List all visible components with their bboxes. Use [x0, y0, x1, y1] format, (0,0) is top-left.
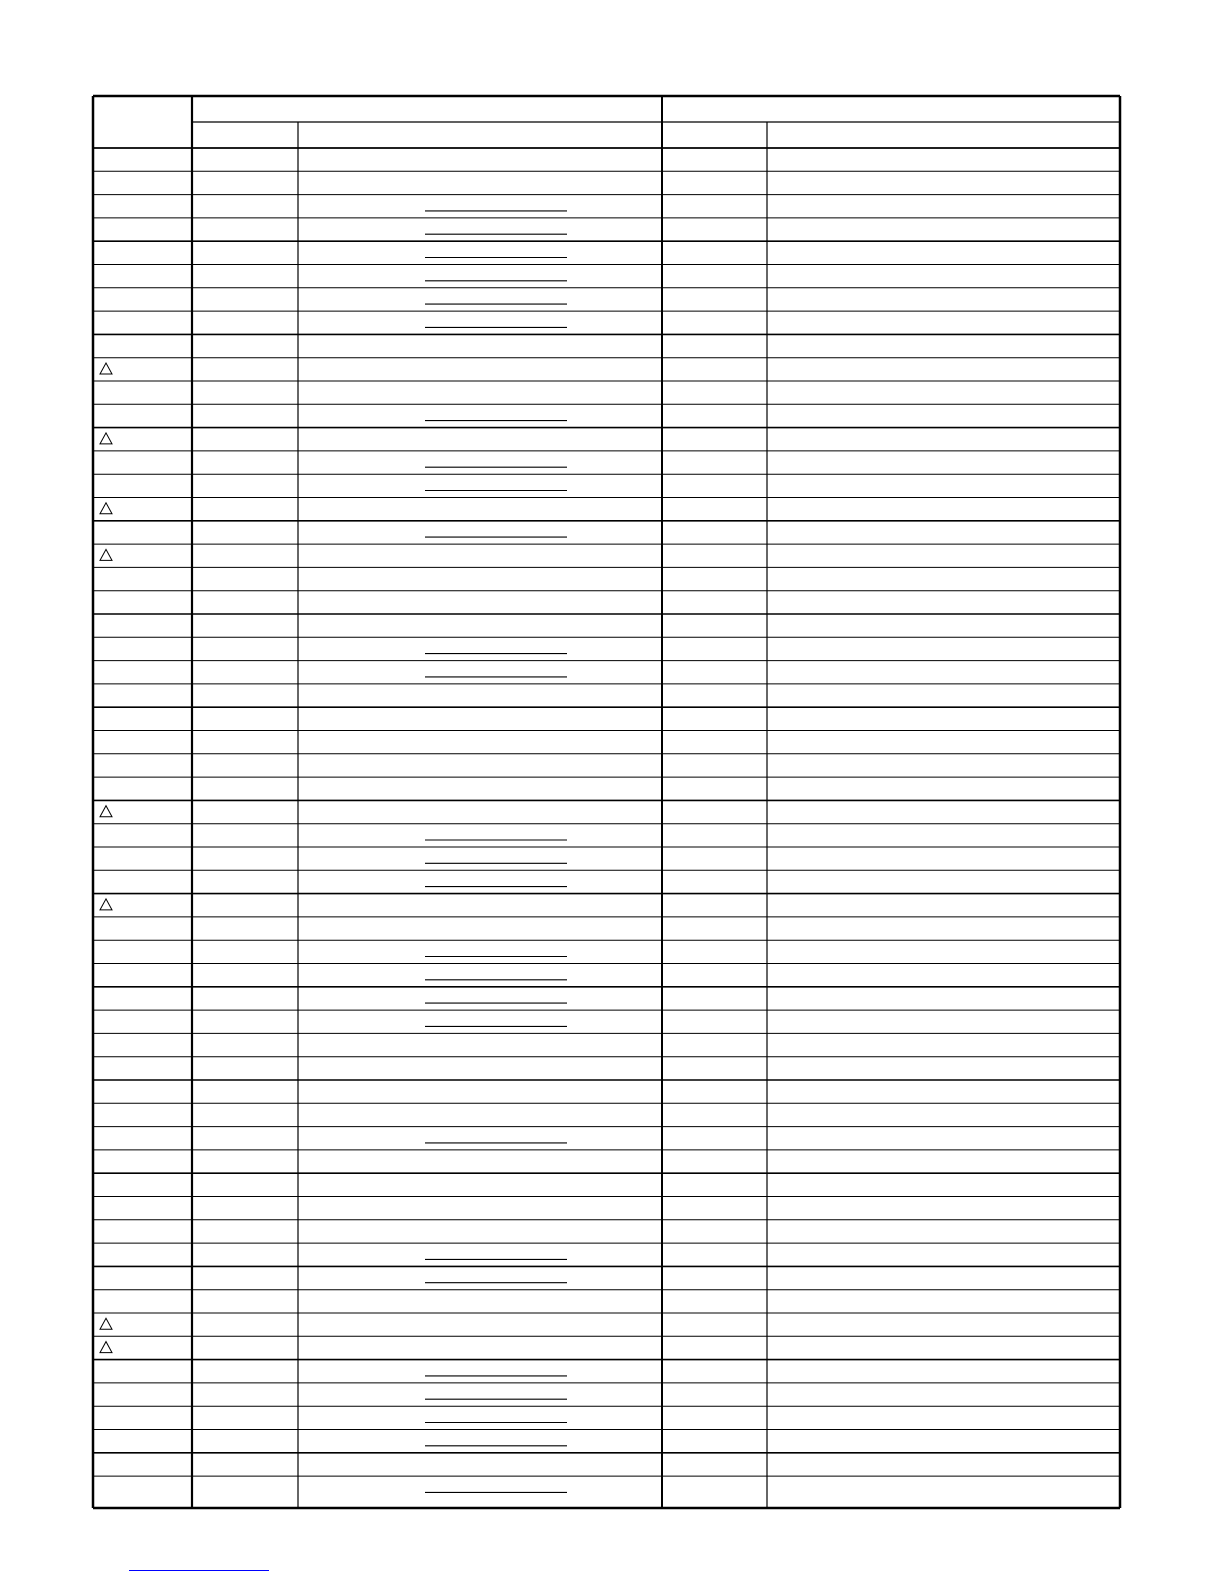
safety-mark-icon — [100, 899, 112, 910]
table-row — [93, 234, 1120, 241]
table-row — [93, 1446, 1120, 1453]
table-row — [93, 1318, 1120, 1336]
table-row — [93, 503, 1120, 521]
table-row — [93, 537, 1120, 544]
table-row — [93, 1423, 1120, 1430]
table-row — [93, 957, 1120, 964]
table-row — [93, 281, 1120, 288]
table-row — [93, 899, 1120, 917]
table-row — [93, 327, 1120, 334]
table-row — [93, 433, 1120, 451]
table-row — [93, 1283, 1120, 1290]
table-row — [93, 1003, 1120, 1010]
table-row — [93, 863, 1120, 870]
table-row — [93, 1399, 1120, 1406]
table-row — [93, 677, 1120, 684]
table-body — [93, 171, 1120, 1492]
safety-mark-icon — [100, 549, 112, 560]
table-row — [93, 549, 1120, 567]
table-row — [93, 491, 1120, 498]
table-row — [93, 840, 1120, 847]
table-row — [93, 1259, 1120, 1266]
table-row — [93, 363, 1120, 381]
table-row — [93, 258, 1120, 265]
table-row — [93, 211, 1120, 218]
table-row — [93, 1342, 1120, 1360]
safety-mark-icon — [100, 363, 112, 374]
table-row — [93, 304, 1120, 311]
safety-mark-icon — [100, 806, 112, 817]
table-grid — [93, 96, 1120, 1508]
table-row — [93, 1143, 1120, 1150]
safety-mark-icon — [100, 433, 112, 444]
safety-mark-icon — [100, 1342, 112, 1353]
footer-link[interactable] — [129, 1570, 269, 1571]
table-row — [93, 980, 1120, 987]
safety-mark-icon — [100, 1318, 112, 1329]
table-row — [93, 887, 1120, 894]
safety-mark-icon — [100, 503, 112, 514]
table-row — [93, 1376, 1120, 1383]
table-row — [93, 806, 1120, 824]
table-row — [93, 421, 1120, 428]
table-row — [93, 654, 1120, 661]
table-row — [93, 1026, 1120, 1033]
table-row — [93, 467, 1120, 474]
